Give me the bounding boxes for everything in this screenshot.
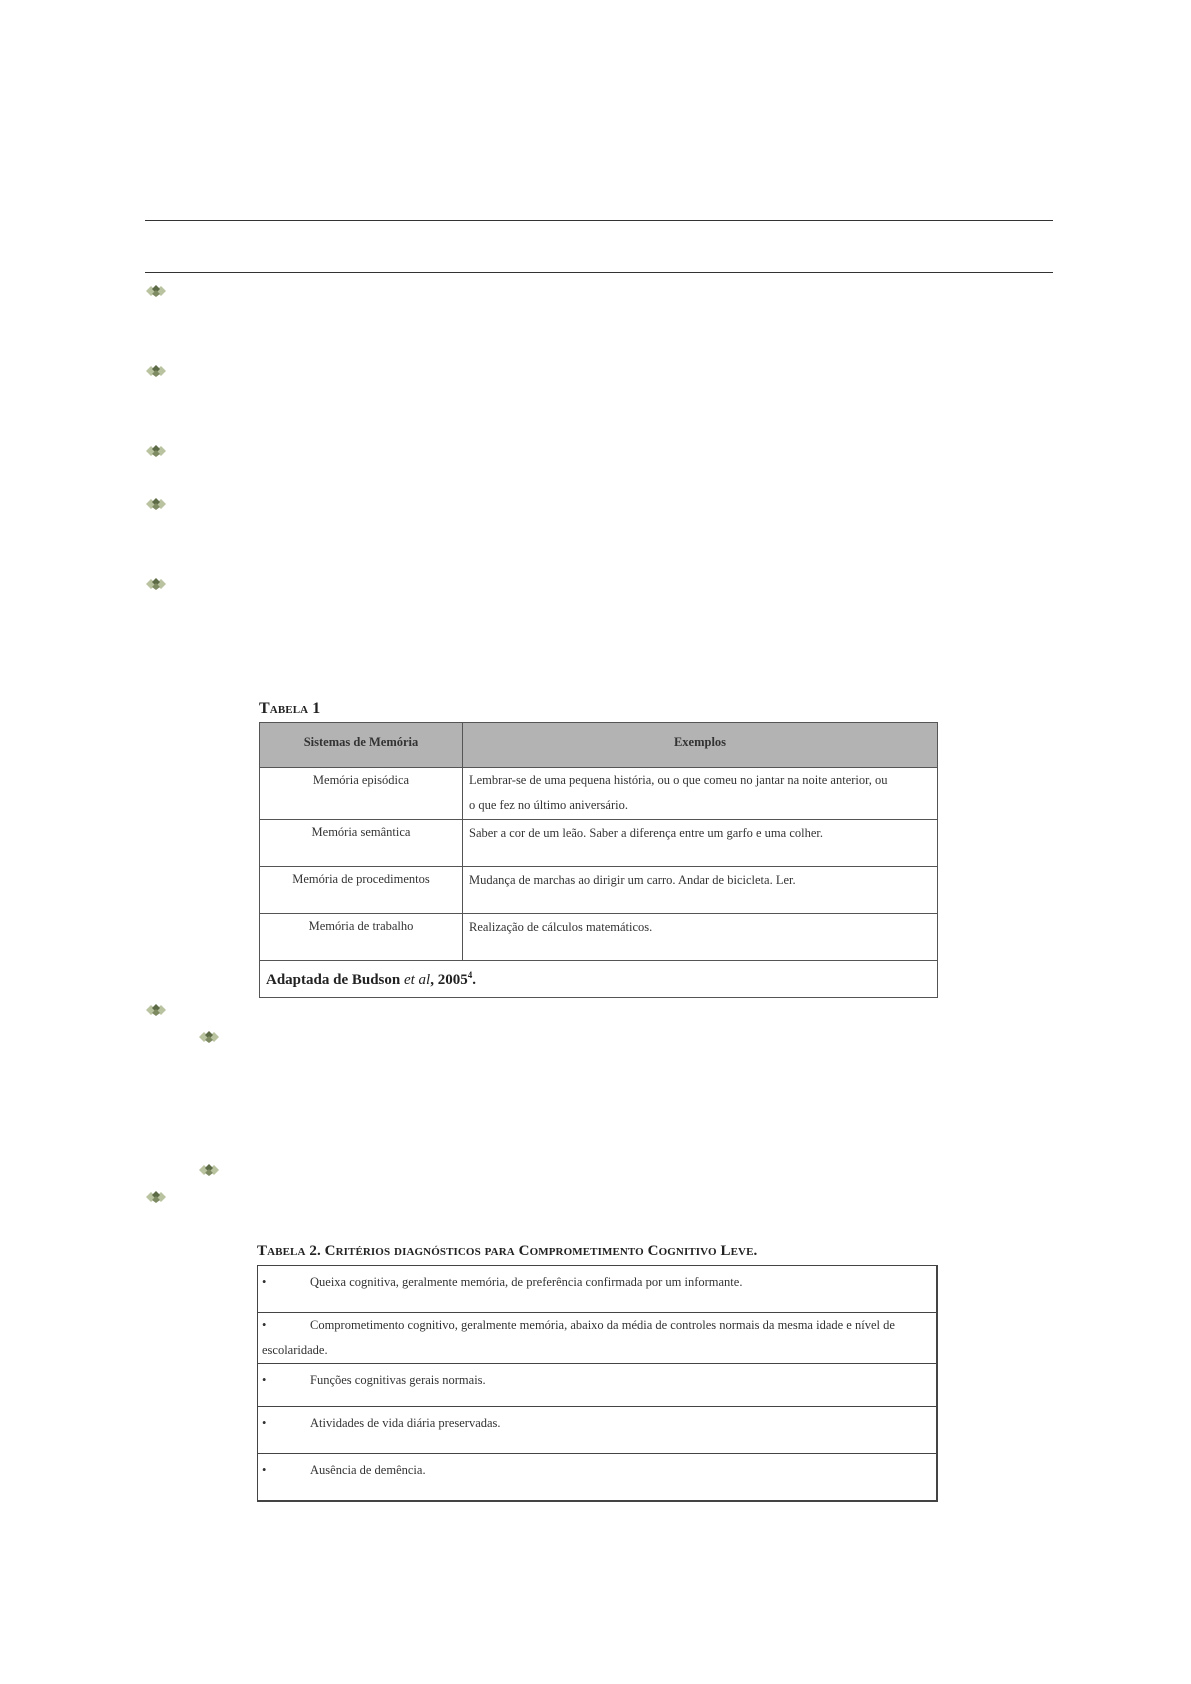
criterion-cell: [258, 1407, 938, 1454]
diamond-cluster-bullet-icon: [198, 1164, 220, 1176]
example-cell: Realização de cálculos matemáticos.: [463, 914, 938, 961]
diamond-cluster-bullet-icon: [145, 578, 167, 590]
header-rule-top: [145, 220, 1053, 221]
table-row: [258, 1266, 938, 1313]
memory-system-cell: Memória de procedimentos: [260, 867, 463, 914]
criterion-text: Funções cognitivas gerais normais.: [310, 1373, 486, 1387]
criterion-text: Ausência de demência.: [310, 1463, 426, 1477]
criterion-cell: [258, 1266, 938, 1313]
example-cell: Saber a cor de um leão. Saber a diferença entre um garfo e uma colher.: [463, 820, 938, 867]
source-author: Adaptada de Budson: [266, 971, 404, 988]
source-etal: et al: [403, 971, 431, 988]
criterion-text: Queixa cognitiva, geralmente memória, de preferência confirmada por um informante.: [310, 1275, 743, 1289]
criterion-text: Atividades de vida diária preservadas.: [310, 1416, 501, 1430]
diamond-cluster-bullet-icon: [145, 445, 167, 457]
example-cell: Mudança de marchas ao dirigir um carro. Andar de bicicleta. Ler.: [463, 867, 938, 914]
mci-criteria-table: [257, 1265, 938, 1502]
criterion-text: Comprometimento cognitivo, geralmente memória, abaixo da média de controles normais da mesma idade e nível de escolaridade.: [262, 1318, 895, 1357]
table1-caption: Tabela 1: [259, 700, 321, 717]
diamond-cluster-bullet-icon: [145, 1191, 167, 1203]
source-period: .: [472, 971, 476, 988]
table-row: [258, 1407, 938, 1454]
criterion-cell: [258, 1313, 938, 1364]
memory-systems-table: [259, 722, 938, 998]
column-header-systems: Sistemas de Memória: [260, 723, 463, 768]
cropped-text-fragment: [258, 1495, 458, 1501]
diamond-cluster-bullet-icon: [198, 1031, 220, 1043]
bullet-dot: •: [262, 1373, 267, 1387]
header-rule-bottom: [145, 272, 1053, 273]
table-row: [258, 1313, 938, 1364]
memory-system-cell: Memória de trabalho: [260, 914, 463, 961]
example-line: o que fez no último aniversário.: [469, 798, 628, 812]
bullet-dot: •: [262, 1318, 267, 1332]
table-header-row: [260, 723, 938, 768]
bullet-dot: •: [262, 1416, 267, 1430]
table-row: [260, 820, 938, 867]
table-source-note: [260, 961, 938, 998]
diamond-cluster-bullet-icon: [145, 1004, 167, 1016]
diamond-cluster-bullet-icon: [145, 498, 167, 510]
table-row: [260, 867, 938, 914]
column-header-examples: Exemplos: [463, 723, 938, 768]
bullet-dot: •: [262, 1275, 267, 1289]
memory-system-cell: Memória semântica: [260, 820, 463, 867]
table-row: [260, 914, 938, 961]
memory-system-cell: Memória episódica: [260, 768, 463, 820]
example-cell: [463, 768, 938, 820]
criterion-cell: [258, 1454, 938, 1502]
table-row: [260, 768, 938, 820]
diamond-cluster-bullet-icon: [145, 285, 167, 297]
criterion-cell: [258, 1364, 938, 1407]
table2-caption: Tabela 2. Critérios diagnósticos para Comprometimento Cognitivo Leve.: [257, 1243, 758, 1259]
bullet-dot: •: [262, 1463, 267, 1477]
table-row: [258, 1364, 938, 1407]
diamond-cluster-bullet-icon: [145, 365, 167, 377]
source-year: , 2005: [430, 971, 468, 988]
example-line: Lembrar-se de uma pequena história, ou o que comeu no jantar na noite anterior, ou: [469, 773, 888, 787]
table-source-row: [260, 961, 938, 998]
table-row: [258, 1454, 938, 1502]
source-reference-number: 4: [467, 969, 473, 980]
